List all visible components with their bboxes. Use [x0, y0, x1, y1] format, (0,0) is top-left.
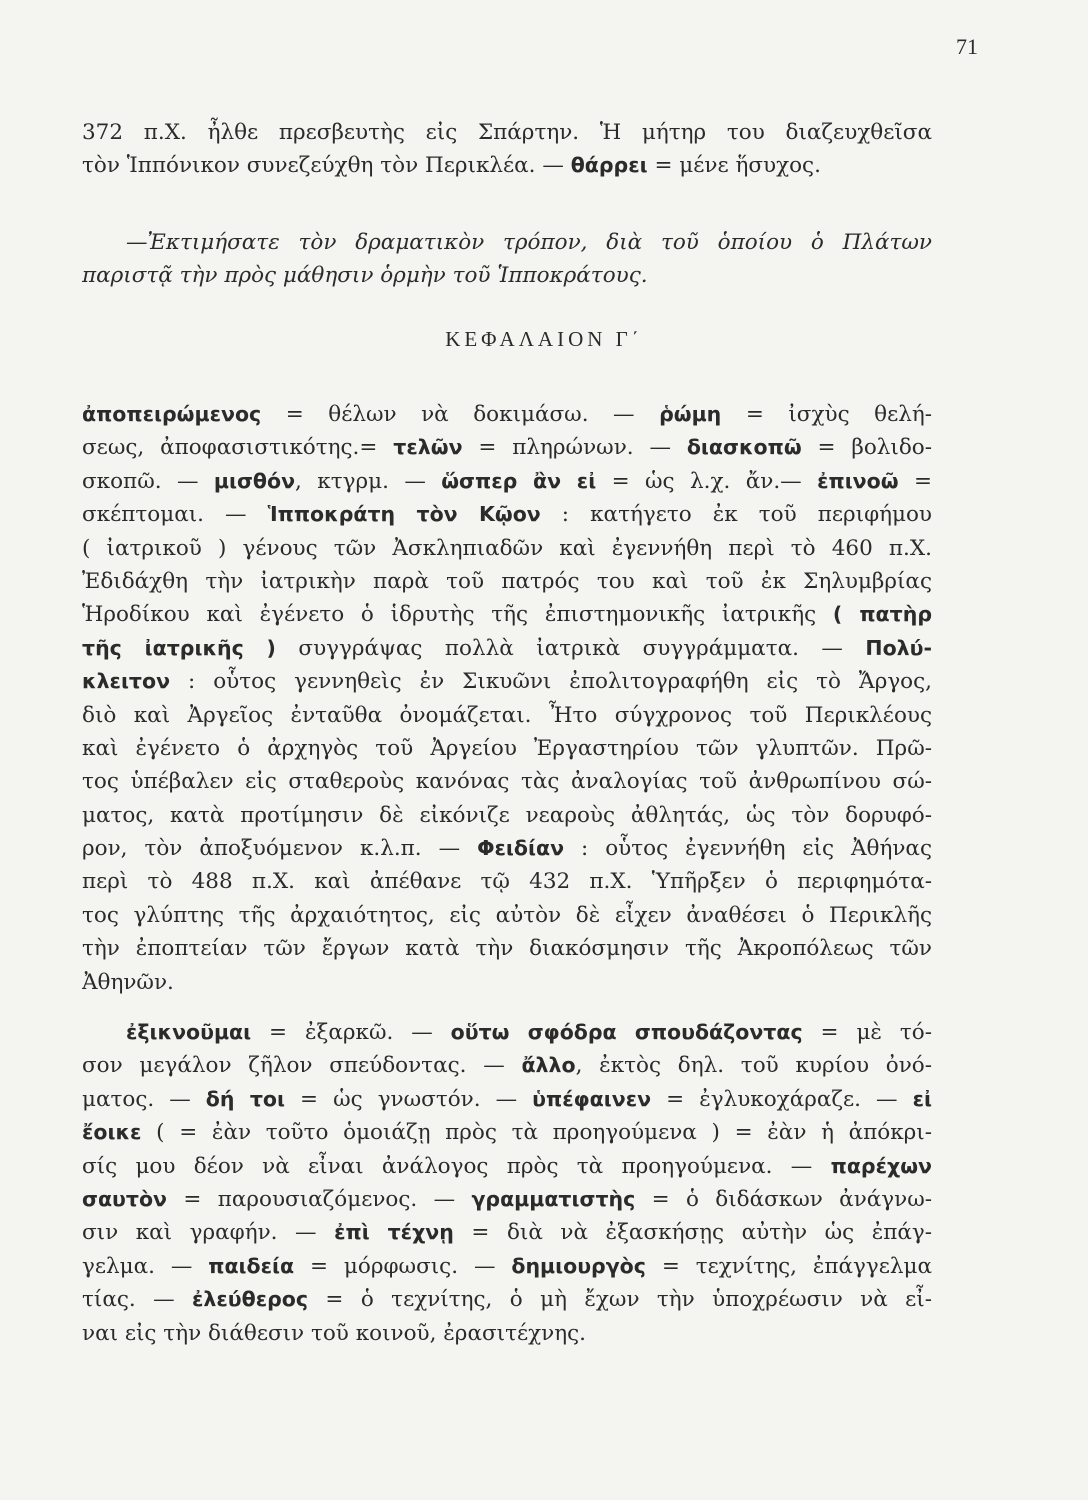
text-line	[82, 565, 932, 598]
bold-term: ὑπέφαινεν	[532, 1086, 652, 1111]
bold-term: ἐπὶ τέχνῃ	[334, 1220, 454, 1245]
text-span: ματος, κατὰ προτίμησιν δὲ εἰκόνιζε νεαροὺς ἀθλητάς, ὡς τὸν δορυφό-	[82, 802, 932, 828]
text-line	[82, 966, 932, 999]
text-span: , κτγρμ. —	[295, 468, 442, 494]
text-span: περὶ τὸ 488 π.Χ. καὶ ἀπέθανε τῷ 432 π.Χ. Ὑπῆρξεν ὁ περιφημότα-	[82, 869, 932, 895]
text-line	[82, 1183, 932, 1216]
bold-term: ἐλεύθερος	[192, 1287, 309, 1312]
text-span: =	[898, 468, 932, 494]
bold-term: ἔοικε	[82, 1120, 142, 1145]
text-span: = ἰσχὺς θελή-	[721, 402, 932, 427]
text-line	[82, 899, 932, 932]
text-span: καὶ ἐγένετο ὁ ἀρχηγὸς τοῦ Ἀργείου Ἐργαστηρίου τῶν γλυπτῶν. Πρῶ-	[82, 735, 932, 761]
text-span: = ὁ διδάσκων ἀνάγνω-	[635, 1186, 932, 1212]
text-line	[82, 259, 932, 292]
text-span: σον μεγάλον ζῆλον σπεύδοντας. —	[82, 1053, 522, 1079]
bold-term: εἰ	[912, 1086, 932, 1111]
text-span: = βολιδο-	[801, 435, 932, 461]
text-span: γελμα. —	[82, 1253, 209, 1279]
bold-term: ἀποπειρώμενος	[82, 402, 262, 426]
text-line	[82, 116, 932, 149]
text-span: , ἐκτὸς δηλ. τοῦ κυρίου ὀνό-	[575, 1053, 932, 1079]
bold-term: ὥσπερ ἂν εἰ	[441, 468, 597, 493]
text-line	[82, 1283, 932, 1316]
bold-term: Πολύ-	[865, 635, 932, 660]
bold-term: παρέχων	[830, 1153, 932, 1178]
exercise-question	[82, 226, 932, 293]
text-span: Ἀθηνῶν.	[82, 969, 174, 995]
text-span: τὴν ἐποπτείαν τῶν ἔργων κατὰ τὴν διακόσμησιν τῆς Ἀκροπόλεως τῶν	[82, 936, 932, 962]
text-line	[82, 398, 932, 431]
text-line	[82, 832, 932, 865]
bold-term: ῥώμη	[659, 402, 722, 426]
text-span: : οὗτος ἐγεννήθη εἰς Ἀθήνας	[564, 836, 932, 862]
glossary-block-1	[82, 398, 932, 999]
text-span: Ἐδιδάχθη τὴν ἰατρικὴν παρὰ τοῦ πατρός του καὶ τοῦ ἐκ Σηλυμβρίας	[82, 568, 932, 594]
bold-term: τῆς ἰατρικῆς )	[82, 635, 276, 660]
bold-term: δή τοι	[205, 1086, 285, 1111]
text-line	[82, 699, 932, 732]
text-span: = πληρώνων. —	[462, 435, 687, 461]
text-line	[82, 1150, 932, 1183]
text-span: τος γλύπτης τῆς ἀρχαιότητος, εἰς αὐτὸν δὲ εἶχεν ἀναθέσει ὁ Περικλῆς	[82, 902, 932, 928]
text-line	[82, 732, 932, 765]
text-line	[82, 431, 932, 464]
text-span: παριστᾷ τὴν πρὸς μάθησιν ὁρμὴν τοῦ Ἱπποκράτους.	[82, 263, 648, 289]
text-span: 372 π.Χ. ἦλθε πρεσβευτὴς εἰς Σπάρτην. Ἡ μήτηρ του διαζευχθεῖσα	[82, 120, 932, 145]
text-span: σκέπτομαι. —	[82, 502, 268, 528]
text-span: = μόρφωσις. —	[294, 1253, 512, 1279]
text-span: σιν καὶ γραφήν. —	[82, 1220, 335, 1246]
bold-term: Ἱπποκράτη τὸν Κῷον	[267, 502, 541, 527]
text-span: ναι εἰς τὴν διάθεσιν τοῦ κοινοῦ, ἐρασιτέχνης.	[82, 1320, 586, 1346]
bold-term: οὕτω σφόδρα σπουδάζοντας	[450, 1020, 803, 1044]
text-span: τὸν Ἱππόνικον συνεζεύχθη τὸν Περικλέα. —	[82, 153, 571, 179]
bold-term: τελῶν	[393, 435, 463, 460]
page-number: 71	[956, 34, 978, 59]
bold-term: σαυτὸν	[82, 1186, 168, 1211]
text-line	[82, 865, 932, 898]
text-span: ματος. —	[82, 1086, 206, 1112]
text-span: ( = ἐὰν τοῦτο ὁμοιάζῃ πρὸς τὰ προηγούμενα ) = ἐὰν ἡ ἀπόκρι-	[141, 1120, 932, 1146]
text-span: : οὗτος γεννηθεὶς ἐν Σικυῶνι ἐπολιτογραφήθη εἰς τὸ Ἄργος,	[170, 669, 932, 695]
text-line	[82, 1016, 932, 1049]
text-line	[82, 1116, 932, 1149]
bold-term: διασκοπῶ	[686, 435, 802, 460]
text-line	[82, 932, 932, 965]
text-span: Ἡροδίκου καὶ ἐγένετο ὁ ἱδρυτὴς τῆς ἐπιστημονικῆς ἰατρικῆς	[82, 602, 833, 628]
text-span: = ὡς λ.χ. ἄν.—	[596, 468, 818, 494]
text-line	[82, 1083, 932, 1116]
text-span: τίας. —	[82, 1287, 192, 1313]
bold-term: ἄλλο	[521, 1053, 576, 1078]
text-line	[82, 665, 932, 698]
text-line	[82, 226, 932, 259]
text-span: σίς μου δέον νὰ εἶναι ἀνάλογος πρὸς τὰ προηγούμενα. —	[82, 1153, 831, 1179]
bold-term: θάρρει	[570, 153, 648, 178]
bold-term: παιδεία	[208, 1253, 295, 1278]
text-line	[82, 799, 932, 832]
text-line	[82, 765, 932, 798]
text-span: = μὲ τό-	[802, 1020, 932, 1045]
text-line	[82, 532, 932, 565]
text-span: = τεχνίτης, ἐπάγγελμα	[645, 1253, 932, 1279]
bold-term: μισθόν	[213, 468, 296, 493]
text-line	[82, 1049, 932, 1082]
text-span: = ὁ τεχνίτης, ὁ μὴ ἔχων τὴν ὑποχρέωσιν νὰ εἶ-	[308, 1287, 932, 1313]
text-span: = θέλων νὰ δοκιμάσω. —	[261, 402, 660, 427]
text-line	[82, 1216, 932, 1249]
glossary-block-2	[82, 1016, 932, 1350]
chapter-heading: ΚΕΦΑΛΑΙΟΝ Γ΄	[445, 327, 643, 351]
text-span: = ἐξαρκῶ. —	[251, 1020, 451, 1045]
text-span: ( ἰατρικοῦ ) γένους τῶν Ἀσκληπιαδῶν καὶ ἐγεννήθη περὶ τὸ 460 π.Χ.	[82, 535, 932, 561]
bold-term: γραμματιστὴς	[471, 1186, 636, 1211]
text-span: διὸ καὶ Ἀργεῖος ἐνταῦθα ὀνομάζεται. Ἦτο σύγχρονος τοῦ Περικλέους	[82, 702, 932, 728]
text-line	[82, 632, 932, 665]
text-span: τος ὑπέβαλεν εἰς σταθεροὺς κανόνας τὰς ἀναλογίας τοῦ ἀνθρωπίνου σώ-	[82, 769, 932, 795]
text-line	[82, 149, 932, 182]
bold-term: ἐξικνοῦμαι	[126, 1020, 252, 1044]
text-span: = παρουσιαζόμενος. —	[167, 1186, 472, 1212]
text-span: συγγράψας πολλὰ ἰατρικὰ συγγράμματα. —	[275, 635, 866, 661]
bold-term: ἐπινοῶ	[817, 468, 899, 493]
bold-term: δημιουργὸς	[511, 1253, 646, 1278]
text-span: : κατήγετο ἐκ τοῦ περιφήμου	[540, 502, 932, 528]
text-line	[82, 1250, 932, 1283]
text-span: = μένε ἥσυχος.	[647, 153, 821, 179]
bold-term: Φειδίαν	[477, 836, 565, 861]
bold-term: ( πατὴρ	[832, 602, 932, 627]
text-span: = ἐγλυκοχάραζε. —	[651, 1086, 913, 1112]
text-span: σεως, ἀποφασιστικότης.=	[82, 435, 394, 461]
text-span: σκοπῶ. —	[82, 468, 214, 494]
text-line	[82, 465, 932, 498]
intro-paragraph	[82, 116, 932, 183]
text-line	[82, 598, 932, 631]
text-line	[82, 1317, 932, 1350]
text-span: = ὡς γνωστόν. —	[284, 1086, 533, 1112]
text-span: ρον, τὸν ἀποξυόμενον κ.λ.π. —	[82, 836, 478, 862]
text-span: = διὰ νὰ ἐξασκήσῃς αὐτὴν ὡς ἐπάγ-	[453, 1220, 932, 1246]
bold-term: κλειτον	[82, 669, 171, 694]
text-span: —Ἐκτιμήσατε τὸν δραματικὸν τρόπον, διὰ τοῦ ὁποίου ὁ Πλάτων	[126, 230, 932, 255]
text-line	[82, 498, 932, 531]
